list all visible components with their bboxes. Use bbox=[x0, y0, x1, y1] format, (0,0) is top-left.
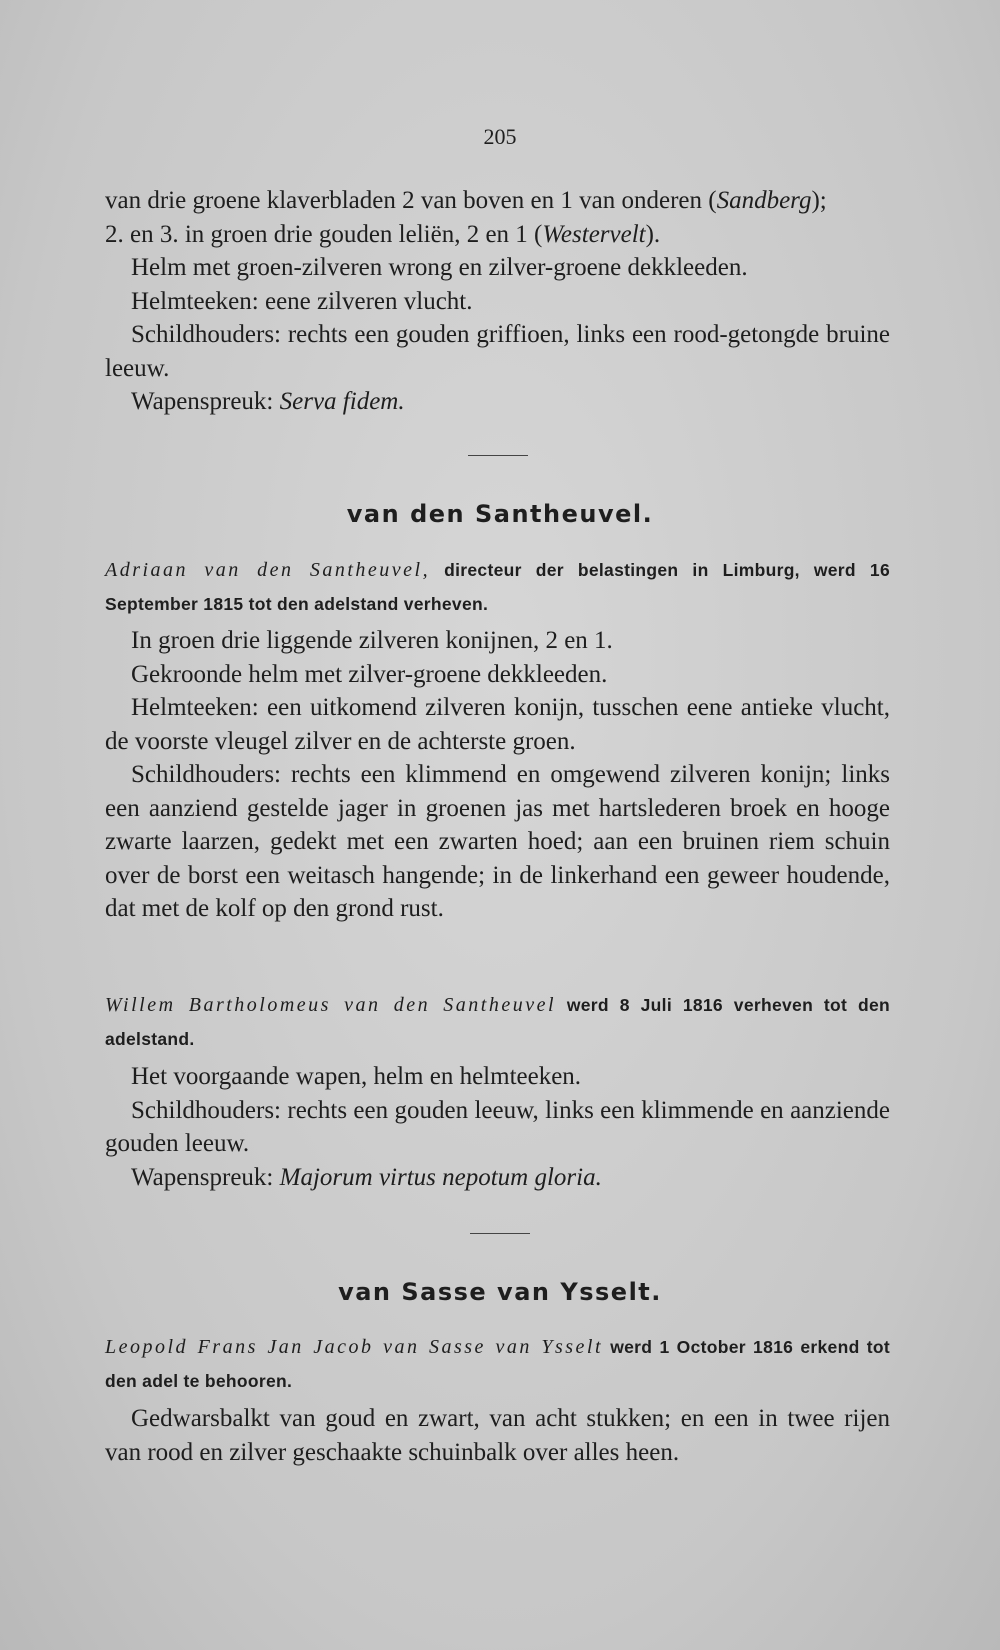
motto-text: Majorum virtus nepotum gloria. bbox=[279, 1163, 602, 1191]
intro-text: werd 8 Juli 1816 verheven tot den adelstand. bbox=[105, 995, 891, 1049]
santheuvel-arms-block bbox=[105, 624, 890, 926]
arms-description: In groen drie liggende zilveren konijnen, 2 en 1. bbox=[131, 627, 613, 654]
section-heading-sasse-van-ysselt: van Sasse van Ysselt. bbox=[338, 1278, 662, 1306]
santheuvel-arms-block-2 bbox=[105, 1060, 890, 1194]
arms-quarter-line bbox=[105, 218, 890, 252]
arms-text: van drie groene klaverbladen 2 van boven en 1 van onderen ( bbox=[105, 187, 717, 214]
helmteeken-line: Helmteeken: een uitkomend zilveren konijn, tusschen eene antieke vlucht, de voorste vleugel zilver en de achterste groen. bbox=[105, 694, 890, 755]
santheuvel-intro-2 bbox=[105, 988, 890, 1056]
person-name: Leopold Frans Jan Jacob van Sasse van Ysselt bbox=[105, 1336, 604, 1358]
motto-text: Serva fidem. bbox=[279, 388, 405, 415]
continued-arms-block bbox=[105, 184, 890, 419]
person-name: Adriaan van den Santheuvel, bbox=[105, 559, 431, 581]
schildhouders-line: Schildhouders: rechts een gouden leeuw, links een klimmende en aanziende gouden leeuw. bbox=[105, 1096, 890, 1157]
motto-label: Wapenspreuk: bbox=[131, 1163, 280, 1191]
helm-line: Gekroonde helm met zilver-groene dekkleeden. bbox=[131, 660, 608, 688]
section-divider bbox=[468, 455, 528, 456]
punctuation: ). bbox=[645, 220, 661, 248]
section-divider bbox=[470, 1233, 530, 1234]
sasse-intro bbox=[105, 1330, 890, 1398]
santheuvel-intro bbox=[105, 553, 890, 621]
family-name-italic: Westervelt bbox=[542, 220, 646, 248]
punctuation: ); bbox=[811, 187, 827, 214]
arms-description: Gedwarsbalkt van goud en zwart, van acht stukken; en een in twee rijen van rood en zilver geschaakte schuinbalk over alles heen. bbox=[105, 1405, 890, 1466]
intro-text: directeur der belastingen in Limburg, werd 16 September 1815 tot den adelstand verheven. bbox=[105, 560, 890, 614]
motto-line bbox=[105, 385, 890, 419]
person-name: Willem Bartholomeus van den Santheuvel bbox=[105, 994, 557, 1016]
section-heading-santheuvel: van den Santheuvel. bbox=[346, 500, 654, 528]
motto-line bbox=[105, 1161, 890, 1195]
intro-text: werd 1 October 1816 erkend tot den adel te behooren. bbox=[105, 1337, 890, 1391]
schildhouders-line: Schildhouders: rechts een gouden griffioen, links een rood-getongde bruine leeuw. bbox=[105, 321, 890, 382]
arms-text: 2. en 3. in groen drie gouden leliën, 2 en 1 ( bbox=[105, 220, 543, 248]
sasse-arms-block bbox=[105, 1402, 890, 1469]
arms-quarter-line bbox=[105, 184, 890, 218]
page-number: 205 bbox=[483, 124, 517, 149]
helm-line: Helm met groen-zilveren wrong en zilver-groene dekkleeden. bbox=[131, 254, 748, 281]
family-name-italic: Sandberg bbox=[716, 187, 812, 214]
arms-reference: Het voorgaande wapen, helm en helmteeken. bbox=[131, 1063, 582, 1090]
schildhouders-line: Schildhouders: rechts een klimmend en omgewend zilveren konijn; links een aanziend gestelde jager in groenen jas met hartslederen broek en hooge zwarte laarzen, gedekt met een zwarten hoed; aan een bruinen riem schuin over de borst een weitasch hangende; in de linkerhand een geweer houdende, dat met de kolf op den grond rust. bbox=[105, 761, 890, 922]
helmteeken-line: Helmteeken: eene zilveren vlucht. bbox=[131, 287, 473, 315]
motto-label: Wapenspreuk: bbox=[131, 388, 280, 415]
